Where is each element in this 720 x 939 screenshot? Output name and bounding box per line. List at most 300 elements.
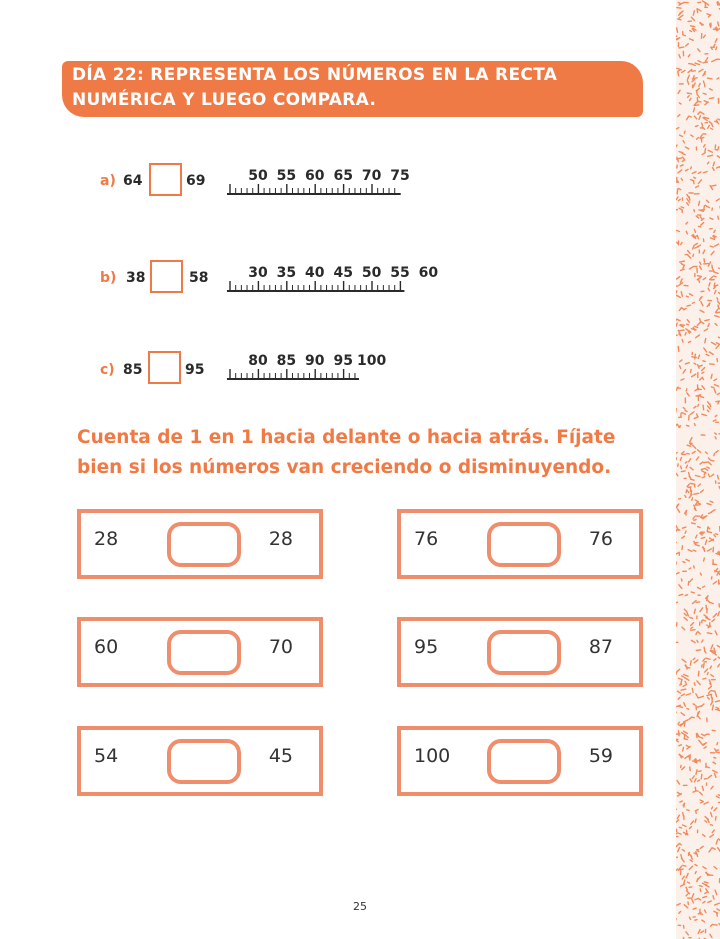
decor-dash	[705, 58, 707, 62]
decor-dash	[686, 329, 688, 331]
decor-dash	[682, 413, 686, 415]
decor-dash	[692, 374, 696, 377]
number-line	[0, 158, 676, 218]
decor-dash	[677, 8, 681, 9]
decor-dash	[699, 84, 700, 87]
decor-dash	[714, 230, 715, 232]
decor-dash	[698, 61, 701, 62]
decor-dash	[679, 745, 682, 746]
decor-dash	[710, 825, 712, 826]
decor-dash	[698, 112, 700, 114]
decor-dash	[686, 296, 688, 297]
decor-dash	[717, 742, 718, 744]
decor-dash	[698, 2, 701, 3]
decor-dash	[681, 694, 684, 696]
decor-dash	[694, 243, 697, 245]
decor-dash	[678, 3, 680, 4]
decor-dash	[691, 135, 693, 137]
decor-dash	[678, 669, 680, 671]
decor-dash	[698, 930, 700, 934]
start-number: 28	[94, 528, 119, 550]
decor-dash	[697, 322, 700, 326]
decor-dash	[686, 222, 688, 224]
decor-dash	[685, 681, 686, 683]
decor-dash	[691, 180, 694, 181]
decor-dash	[714, 535, 716, 537]
decor-dash	[677, 792, 681, 794]
decor-dash	[687, 203, 689, 205]
decor-dash	[681, 292, 682, 297]
answer-slot[interactable]	[167, 630, 241, 675]
decor-dash	[683, 562, 685, 563]
decor-dash	[691, 623, 694, 626]
decor-dash	[702, 786, 703, 790]
decor-dash	[681, 884, 685, 886]
decor-dash	[705, 821, 707, 823]
decor-dash	[676, 602, 677, 603]
decor-dash	[685, 734, 688, 737]
compare-row-a	[0, 158, 676, 218]
decor-dash	[698, 180, 701, 184]
decor-dash	[715, 290, 716, 293]
decor-dash	[710, 404, 711, 407]
decor-dash	[689, 267, 693, 269]
decor-dash	[682, 627, 685, 630]
decor-dash	[694, 520, 696, 521]
decor-dash	[677, 691, 680, 693]
decor-dash	[702, 743, 706, 745]
decor-dash	[677, 68, 682, 69]
decor-dash	[718, 301, 720, 304]
decor-dash	[699, 886, 702, 887]
decor-dash	[681, 689, 686, 690]
decor-dash	[694, 177, 696, 178]
decor-dash	[684, 674, 688, 676]
decor-dash	[679, 55, 680, 58]
decor-dash	[684, 617, 687, 620]
number-line-label: 55	[390, 265, 410, 281]
answer-slot[interactable]	[487, 630, 561, 675]
decor-dash	[698, 632, 700, 634]
decor-dash	[708, 288, 709, 291]
decor-dash	[702, 372, 704, 373]
decor-dash	[685, 595, 687, 596]
right-number: 95	[185, 362, 205, 378]
decor-dash	[717, 120, 719, 124]
decor-dash	[690, 479, 694, 480]
number-line-label: 55	[276, 168, 297, 184]
decor-dash	[681, 713, 684, 716]
decor-dash	[694, 566, 695, 568]
decor-dash	[711, 374, 712, 378]
decor-dash	[700, 23, 703, 25]
decor-dash	[691, 821, 694, 824]
decor-dash	[677, 28, 678, 32]
decor-dash	[695, 63, 700, 65]
decor-dash	[703, 250, 705, 253]
decor-dash	[698, 49, 700, 52]
decor-dash	[693, 254, 694, 256]
decor-dash	[676, 857, 677, 858]
decor-dash	[698, 671, 699, 676]
start-number: 100	[414, 745, 451, 767]
decor-dash	[691, 167, 692, 169]
decor-dash	[682, 767, 685, 770]
decor-dash	[701, 223, 704, 226]
decor-dash	[690, 443, 692, 444]
decor-dash	[699, 696, 703, 697]
decor-dash	[715, 433, 717, 434]
decor-dash	[677, 781, 679, 785]
decor-dash	[681, 471, 685, 472]
decor-dash	[689, 197, 690, 200]
decor-dash	[708, 458, 710, 460]
decor-dash	[713, 896, 714, 899]
decor-dash	[694, 541, 696, 544]
decor-dash	[696, 186, 699, 188]
decor-dash	[685, 147, 688, 149]
decor-dash	[710, 666, 711, 668]
decor-dash	[695, 864, 697, 865]
left-number: 64	[123, 173, 143, 189]
decor-dash	[686, 932, 688, 935]
answer-slot[interactable]	[487, 739, 561, 784]
decor-dash	[690, 438, 692, 442]
decor-dash	[695, 920, 697, 921]
decor-dash	[692, 498, 693, 500]
right-number: 69	[186, 173, 206, 189]
decor-dash	[703, 620, 706, 621]
decor-dash	[707, 200, 709, 202]
decor-dash	[701, 322, 704, 324]
decor-dash	[678, 464, 679, 466]
decor-dash	[702, 368, 705, 371]
decor-dash	[676, 38, 680, 40]
decor-dash	[681, 379, 684, 380]
decor-dash	[702, 123, 703, 126]
decor-dash	[678, 722, 679, 724]
decor-dash	[705, 885, 709, 887]
decor-dash	[717, 913, 718, 916]
decor-dash	[687, 425, 689, 426]
decor-dash	[704, 348, 707, 352]
decor-dash	[677, 815, 679, 818]
decor-dash	[692, 172, 696, 174]
decor-dash	[679, 827, 681, 828]
decor-dash	[694, 406, 696, 408]
decor-dash	[693, 11, 694, 15]
decor-dash	[711, 812, 712, 816]
decor-dash	[705, 669, 708, 672]
decor-dash	[697, 851, 699, 852]
decor-dash	[715, 817, 716, 821]
decor-dash	[707, 549, 711, 551]
decor-dash	[685, 363, 689, 364]
decor-dash	[716, 451, 718, 453]
decor-dash	[702, 1, 706, 3]
decor-dash	[676, 869, 678, 871]
decor-dash	[713, 770, 717, 772]
compare-row-c	[0, 349, 676, 409]
decor-dash	[678, 509, 680, 512]
decor-dash	[683, 265, 685, 268]
decor-dash	[702, 665, 703, 667]
decor-dash	[682, 659, 686, 662]
decor-dash	[699, 396, 703, 398]
decor-dash	[683, 720, 687, 722]
decor-dash	[718, 612, 720, 616]
decor-dash	[715, 534, 717, 535]
decor-dash	[697, 503, 701, 504]
number-line-label: 85	[276, 353, 297, 369]
decor-dash	[716, 199, 719, 201]
decor-dash	[680, 135, 683, 136]
number-line-label: 90	[305, 353, 325, 369]
decor-dash	[679, 103, 681, 104]
decor-dash	[681, 243, 682, 245]
decor-dash	[714, 283, 715, 285]
decor-dash	[716, 840, 718, 844]
decor-dash	[689, 579, 692, 582]
decor-dash	[676, 181, 678, 182]
decor-dash	[693, 550, 696, 551]
decor-dash	[687, 484, 689, 486]
decor-dash	[694, 417, 698, 419]
title-banner	[62, 61, 643, 117]
left-number: 38	[126, 270, 146, 286]
decor-dash	[703, 896, 707, 897]
number-line-label: 45	[333, 265, 353, 281]
decor-dash	[687, 709, 689, 710]
decor-dash	[705, 892, 707, 894]
decor-dash	[676, 529, 677, 532]
decor-dash	[696, 852, 698, 857]
decor-dash	[682, 160, 684, 161]
decor-dash	[697, 878, 698, 881]
decor-dash	[678, 347, 679, 352]
decor-dash	[708, 600, 710, 602]
decor-dash	[687, 81, 688, 84]
decor-dash	[677, 230, 680, 231]
decor-dash	[700, 319, 701, 321]
decor-dash	[691, 26, 695, 27]
decor-dash	[687, 445, 690, 446]
decor-dash	[706, 618, 710, 620]
decor-dash	[680, 325, 684, 326]
number-line-label: 95	[333, 353, 353, 369]
decor-dash	[691, 640, 695, 642]
decor-dash	[685, 333, 686, 335]
decor-dash	[701, 704, 704, 706]
page-title: DÍA 22: REPRESENTA LOS NÚMEROS EN LA RECTA NUMÉRICA Y LUEGO COMPARA.	[72, 65, 558, 110]
decor-dash	[700, 462, 703, 464]
decor-dash	[692, 80, 695, 82]
decor-dash	[685, 496, 686, 498]
decor-dash	[682, 527, 685, 528]
decor-dash	[682, 733, 684, 734]
start-number: 54	[94, 745, 119, 767]
decor-dash	[707, 14, 710, 15]
decor-dash	[689, 459, 691, 462]
decor-dash	[711, 387, 714, 388]
decor-dash	[714, 379, 717, 381]
decor-dash	[694, 210, 695, 212]
decor-dash	[690, 30, 692, 31]
decor-dash	[699, 740, 702, 744]
decor-dash	[707, 673, 708, 675]
decor-dash	[686, 887, 687, 890]
decor-dash	[702, 377, 703, 379]
decor-dash	[685, 531, 686, 533]
decor-dash	[685, 678, 689, 681]
decor-dash	[704, 882, 708, 883]
decor-dash	[677, 128, 679, 129]
decor-dash	[686, 465, 687, 468]
decor-dash	[676, 210, 677, 211]
decor-dash	[696, 770, 697, 775]
decor-dash	[683, 825, 687, 826]
decor-dash	[716, 343, 719, 345]
decor-dash	[696, 650, 700, 651]
decor-dash	[709, 848, 712, 852]
decor-dash	[684, 613, 686, 615]
decor-dash	[709, 98, 713, 99]
decor-dash	[705, 540, 706, 544]
decor-dash	[710, 238, 714, 240]
decor-dash	[714, 648, 715, 653]
decor-dash	[715, 890, 717, 895]
decor-dash	[697, 137, 699, 139]
decor-dash	[676, 671, 677, 675]
end-number: 87	[588, 636, 613, 658]
decor-dash	[680, 330, 684, 331]
decor-dash	[678, 70, 680, 71]
decor-dash	[698, 736, 702, 738]
decor-dash	[698, 716, 700, 718]
decor-dash	[695, 354, 696, 359]
decor-dash	[686, 874, 688, 878]
number-line-label: 100	[356, 353, 387, 369]
decor-dash	[717, 2, 718, 5]
decor-dash	[690, 661, 691, 665]
decor-dash	[687, 93, 691, 94]
decor-dash	[698, 355, 699, 358]
answer-slot[interactable]	[487, 522, 561, 567]
decor-dash	[715, 149, 717, 150]
decor-dash	[689, 756, 690, 760]
count-box	[397, 509, 643, 579]
decor-dash	[713, 614, 717, 617]
decor-dash	[679, 152, 683, 153]
decor-dash	[679, 706, 683, 707]
start-number: 76	[414, 528, 439, 550]
answer-slot[interactable]	[167, 739, 241, 784]
decor-dash	[676, 844, 679, 847]
decor-dash	[701, 537, 705, 538]
decor-dash	[686, 894, 688, 896]
decor-dash	[691, 592, 694, 593]
decor-dash	[701, 302, 703, 306]
decor-dash	[699, 266, 701, 269]
decor-dash	[678, 847, 680, 851]
decor-dash	[686, 694, 690, 695]
decor-dash	[708, 155, 713, 156]
decor-dash	[713, 168, 715, 171]
decor-dash	[717, 167, 719, 168]
number-line-label: 70	[361, 168, 382, 184]
decor-dash	[706, 658, 710, 659]
decor-dash	[693, 658, 695, 660]
decor-dash	[695, 326, 698, 327]
decor-dash	[687, 320, 689, 323]
decor-dash	[691, 627, 693, 628]
decor-dash	[680, 801, 682, 802]
decor-dash	[704, 101, 708, 103]
decor-dash	[700, 889, 701, 891]
decor-dash	[676, 473, 678, 475]
decor-dash	[710, 89, 713, 90]
decor-dash	[717, 298, 718, 300]
start-number: 95	[414, 636, 439, 658]
decor-dash	[684, 880, 685, 884]
decor-dash	[697, 640, 698, 642]
decor-dash	[711, 510, 715, 512]
decor-dash	[700, 137, 703, 138]
decor-dash	[683, 408, 685, 409]
decor-dash	[692, 523, 696, 524]
decor-dash	[708, 686, 711, 688]
decor-dash	[692, 451, 695, 453]
decor-dash	[702, 153, 705, 155]
decor-dash	[715, 323, 717, 325]
count-box	[397, 617, 643, 687]
decor-dash	[714, 757, 716, 758]
decor-dash	[684, 722, 685, 726]
decor-dash	[679, 208, 682, 210]
decor-dash	[709, 352, 713, 354]
decor-dash	[685, 410, 687, 411]
decor-dash	[709, 121, 712, 123]
decor-dash	[687, 305, 690, 306]
decor-dash	[708, 775, 711, 778]
count-box	[77, 509, 323, 579]
decor-dash	[681, 466, 682, 469]
decor-dash	[676, 197, 678, 199]
decor-dash	[701, 931, 704, 933]
decor-dash	[679, 678, 683, 679]
decor-dash	[700, 608, 703, 612]
decor-dash	[707, 767, 710, 768]
decor-dash	[696, 694, 698, 698]
decor-dash	[693, 791, 696, 792]
decor-dash	[717, 393, 719, 394]
decor-dash	[713, 420, 716, 421]
decor-dash	[718, 475, 719, 478]
decor-dash	[690, 630, 695, 631]
decor-dash	[714, 389, 716, 393]
answer-slot[interactable]	[167, 522, 241, 567]
decor-dash	[706, 354, 709, 355]
decor-dash	[715, 692, 716, 697]
decor-dash	[703, 405, 704, 410]
decor-dash	[692, 357, 697, 358]
decor-dash	[711, 342, 715, 344]
decor-dash	[695, 126, 698, 127]
decor-dash	[679, 594, 683, 595]
decor-dash	[679, 188, 681, 189]
decor-dash	[712, 705, 713, 710]
row-letter: c)	[100, 362, 115, 378]
